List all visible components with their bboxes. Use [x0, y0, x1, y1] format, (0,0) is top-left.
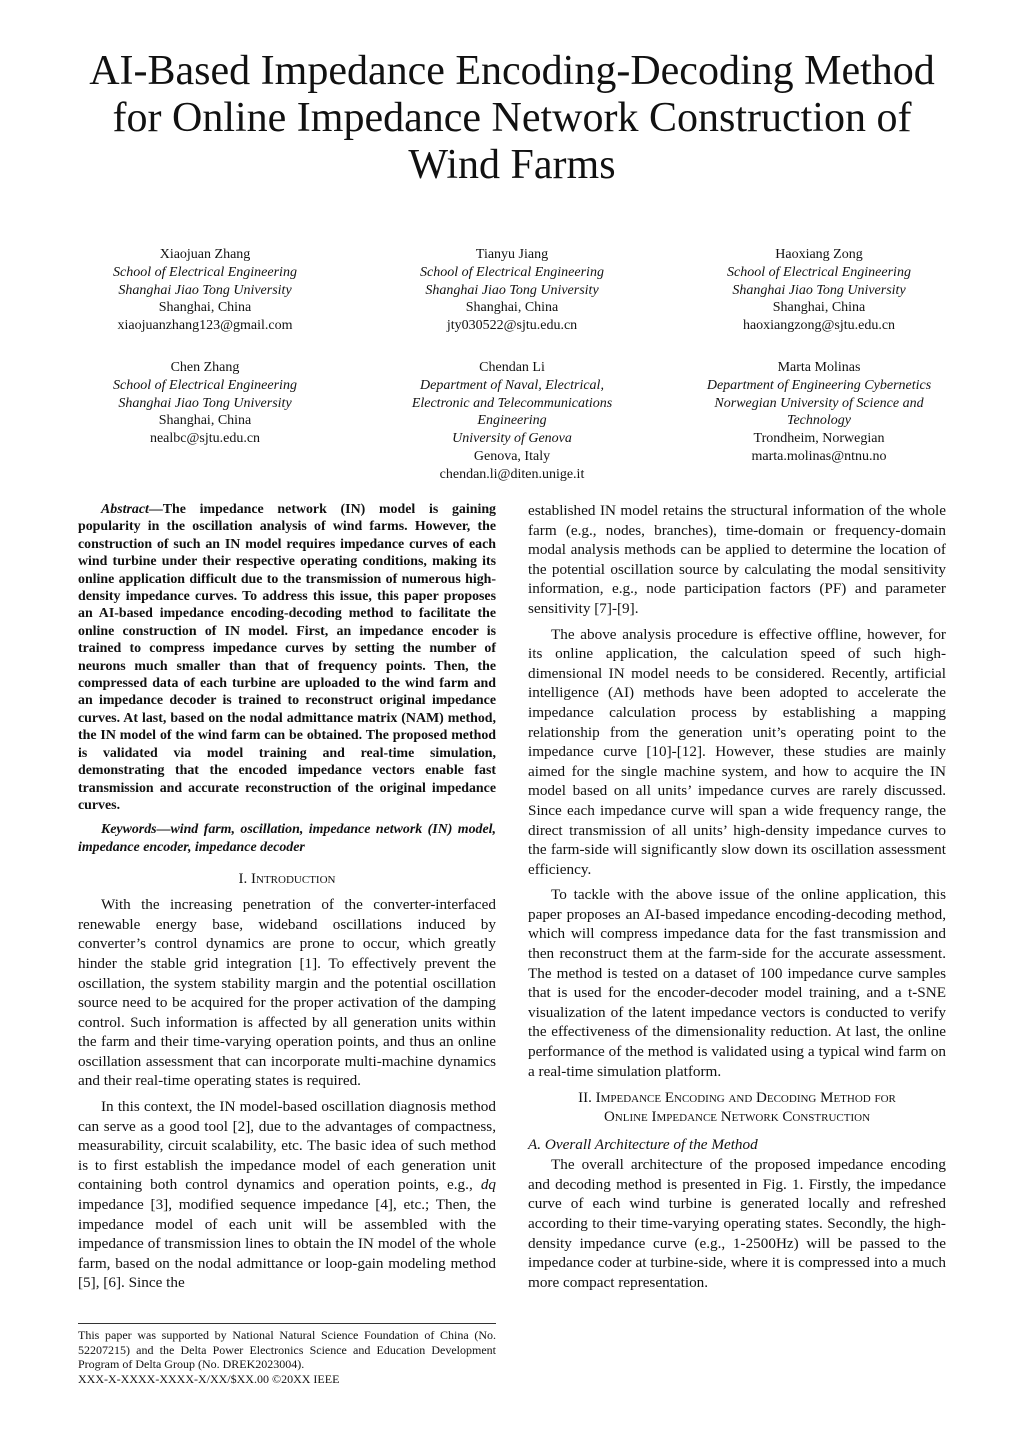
left-column	[78, 501, 496, 1299]
author-email: nealbc@sjtu.edu.cn	[149, 431, 261, 447]
author-email: jty030522@sjtu.edu.cn	[446, 318, 578, 334]
author-affiliation: School of Electrical Engineering	[113, 377, 297, 393]
paragraph: The overall architecture of the proposed impedance encoding and decoding method is presented in Fig. 1. Firstly, the impedance curve of each wind turbine is generated locally and refreshed according to their time-varying operating states. Secondly, the high-density impedance curve (e.g., 1-2500Hz) will be passed to the impedance coder at turbine-side, where it is compressed into a much more compact representation.	[528, 1156, 946, 1291]
author-affiliation: Shanghai Jiao Tong University	[118, 395, 292, 411]
author-name: Chendan Li	[479, 360, 545, 375]
author-affiliation: School of Electrical Engineering	[727, 264, 911, 280]
author-affiliation: Shanghai Jiao Tong University	[118, 282, 292, 298]
author-affiliation: Electronic and Telecommunications	[411, 395, 613, 411]
section-heading	[528, 1089, 946, 1127]
author-affiliation: Shanghai Jiao Tong University	[732, 282, 906, 298]
paragraph: With the increasing penetration of the converter-interfaced renewable energy base, wideband oscillations induced by converter’s control dynamics are prone to occur, which greatly hinder the stable grid integration [1]. To effectively prevent the oscillation, the system stability margin and the potential oscillation source need to be acquired for the proper activation of the damping control. Such information is affected by all generation units within the farm and their time-varying operation points, and thus an online oscillation assessment that can incorporate multi-machine dynamics and their real-time operating states is required.	[78, 896, 496, 1090]
paper-title	[60, 48, 964, 189]
author-block	[60, 359, 350, 484]
author-affiliation: Technology	[786, 413, 852, 429]
author-location: Shanghai, China	[465, 300, 559, 316]
paragraph-text: impedance [3], modified sequence impedance [4], etc.; Then, the impedance model of each unit will be assembled with the impedance of transmission lines to obtain the IN model of the whole farm, based on the nodal admittance or loop-gain modeling method [5], [6]. Since the	[78, 1196, 496, 1292]
author-email: chendan.li@diten.unige.it	[439, 466, 585, 482]
author-block	[60, 246, 350, 335]
author-affiliation: Shanghai Jiao Tong University	[425, 282, 599, 298]
copyright-code: XXX-X-XXXX-XXXX-X/XX/$XX.00 ©20XX IEEE	[78, 1371, 340, 1386]
author-affiliation: School of Electrical Engineering	[420, 264, 604, 280]
author-row-1	[60, 246, 964, 335]
author-location: Shanghai, China	[772, 300, 866, 316]
author-row-2	[60, 359, 964, 484]
author-location: Trondheim, Norwegian	[753, 431, 885, 447]
author-location: Shanghai, China	[158, 413, 252, 429]
author-name: Chen Zhang	[170, 360, 240, 375]
subsection-heading: A. Overall Architecture of the Method	[528, 1136, 758, 1154]
author-name: Haoxiang Zong	[775, 247, 863, 262]
abstract-text: —The impedance network (IN) model is gaining popularity in the oscillation analysis of wind farms. However, the construction of such an IN model requires impedance curves of each wind turbine under their respective operating conditions, making its online application difficult due to the transmission of numerous high-density impedance curves. To address this issue, this paper proposes an AI-based impedance encoding-decoding method to facilitate the online construction of IN model. First, an impedance encoder is trained to compress impedance curves by setting the number of neurons much smaller than that of frequency points. Then, the compressed data of each turbine are uploaded to the wind farm and an impedance decoder is trained to reconstruct original impedance curves. At last, based on the nodal admittance matrix (NAM) method, the IN model of the wind farm can be obtained. The proposed method is validated via model training and real-time simulation, demonstrating that the encoded impedance vectors enable fast transmission and accurate reconstruction of the original impedance curves.	[78, 502, 496, 813]
paragraph: The above analysis procedure is effective offline, however, for its online application, the calculation speed of such high-dimensional IN model needs to be considered. Recently, artificial intelligence (AI) methods have been adopted to accelerate the impedance calculation process by establishing a mapping relationship from the generation unit’s operating point to the impedance curve [10]-[12]. However, these studies are mainly aimed for the single machine system, and how to acquire the IN model based on all units’ impedance curves are rarely discussed. Since each impedance curve will span a wide frequency range, the direct transmission of all units’ high-density impedance curves to the farm-side will significantly slow down its oscillation assessment efficiency.	[528, 625, 946, 878]
paragraph: To tackle with the above issue of the online application, this paper proposes an AI-based impedance encoding-decoding method, which will compress impedance data for the fast transmission and then reconstruct them at the farm-side for the accurate assessment. The method is tested on a dataset of 100 impedance curve samples that is used for the encoder-decoder model training, and a t-SNE visualization of the latent impedance vectors is conducted to verify the effectiveness of the dimensionality reduction. At last, the online performance of the method is validated using a typical wind farm on a real-time simulation platform.	[528, 886, 946, 1080]
author-name: Xiaojuan Zhang	[159, 247, 251, 262]
author-affiliation: Department of Engineering Cybernetics	[706, 377, 932, 393]
author-name: Marta Molinas	[777, 360, 861, 375]
section-heading: I. Introduction	[238, 871, 336, 888]
author-email: marta.molinas@ntnu.no	[751, 448, 887, 464]
paragraph-text: In this context, the IN model-based oscillation diagnosis method can serve as a good tool [2], due to the advantages of compactness, measurability, circuit scalability, etc. The basic idea of such method is to first establish the impedance model of each generation unit containing both control dynamics and operation points, e.g.,	[78, 1098, 496, 1194]
author-location: Shanghai, China	[158, 300, 252, 316]
author-affiliation: University of Genova	[452, 431, 572, 447]
author-affiliation: Department of Naval, Electrical,	[420, 377, 604, 393]
author-block	[674, 359, 964, 484]
author-affiliation: Norwegian University of Science and	[714, 395, 924, 411]
title-line-1: AI-Based Impedance Encoding-Decoding Method	[89, 48, 935, 94]
author-name: Tianyu Jiang	[475, 247, 549, 262]
author-block	[674, 246, 964, 335]
paragraph-emphasis: dq	[480, 1176, 496, 1194]
abstract	[78, 501, 496, 814]
abstract-lead: Abstract	[101, 502, 149, 517]
title-line-3: Wind Farms	[408, 142, 616, 188]
footnote	[78, 1323, 496, 1386]
author-email: xiaojuanzhang123@gmail.com	[117, 318, 293, 334]
right-column	[528, 501, 946, 1298]
title-line-2: for Online Impedance Network Construction of	[112, 95, 912, 141]
section-heading-line: II. Impedance Encoding and Decoding Method for	[578, 1090, 896, 1107]
keywords: Keywords—wind farm, oscillation, impedance network (IN) model, impedance encoder, impedance decoder	[78, 822, 496, 855]
paragraph	[78, 1097, 496, 1293]
author-affiliation: Engineering	[477, 413, 547, 429]
paragraph: established IN model retains the structural information of the whole farm (e.g., nodes, branches), time-domain or frequency-domain modal analysis methods can be applied to determine the location of the potential oscillation source by calculating the modal sensitivity information, e.g., node participation factors (PF) and parameter sensitivity [7]-[9].	[528, 502, 946, 617]
section-heading-line: Online Impedance Network Construction	[603, 1109, 871, 1126]
funding-note: This paper was supported by National Natural Science Foundation of China (No. 52207215) and the Delta Power Electronics Science and Education Development Program of Delta Group (No. DREK2023004).	[78, 1328, 496, 1372]
author-affiliation: School of Electrical Engineering	[113, 264, 297, 280]
author-email: haoxiangzong@sjtu.edu.cn	[742, 318, 896, 334]
author-location: Genova, Italy	[473, 448, 551, 464]
author-block	[367, 359, 657, 484]
author-block	[367, 246, 657, 335]
